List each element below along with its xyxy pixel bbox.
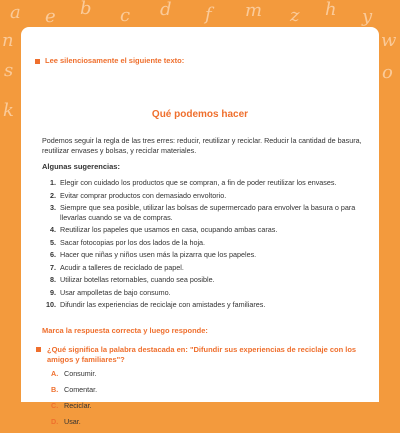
list-item [42,250,364,260]
item-number: 6. [50,250,56,259]
item-number: 4. [50,225,56,234]
page-title: Qué podemos hacer [151,109,249,120]
list-item [42,263,364,273]
option-text: Reciclar. [64,401,92,410]
item-text: Evitar comprar productos con demasiado envoltorio. [60,190,227,200]
item-text: Hacer que niñas y niños usen más la pizarra que los papeles. [60,250,257,259]
square-bullet-icon [36,347,41,352]
item-number: 3. [50,203,56,212]
reading-instruction-text: Lee silenciosamente el siguiente texto: [45,56,185,65]
option-letter: B. [51,385,59,394]
list-item [42,300,364,310]
suggestions-list [42,178,364,313]
item-text: Difundir las experiencias de reciclaje con amistades y familiares. [60,300,266,309]
option-text: Comentar. [64,385,98,394]
item-number: 5. [50,237,56,247]
item-text: Acudir a talleres de reciclado de papel. [60,262,184,272]
answer-prompt: Marca la respuesta correcta y luego responde: [42,326,208,335]
answer-option-d[interactable] [51,417,97,427]
item-number: 10. [46,300,56,309]
list-item [42,178,364,188]
question-text: ¿Qué significa la palabra destacada en: "Difundir sus experiencias de reciclaje con los amigos y familiares"? [47,345,357,364]
question [36,345,366,364]
item-number: 1. [50,178,56,187]
item-text: Utilizar botellas retornables, cuando sea posible. [60,275,215,284]
intro-paragraph: Podemos seguir la regla de las tres erres: reducir, reutilizar y reciclar. Reducir la cantidad de basura, reutilizar envases y bolsas, y reciclar materiales. [42,136,362,155]
item-text: Siempre que sea posible, utilizar las bolsas de supermercado para envolver la basura o para llevarlas cuando se va de compras. [60,203,356,222]
item-number: 8. [50,275,56,284]
answer-option-b[interactable] [51,385,97,395]
option-letter: A. [51,369,59,378]
list-item [42,238,364,248]
item-text: Elegir con cuidado los productos que se compran, a fin de poder reutilizar los envases. [60,178,337,187]
list-item [42,275,364,285]
item-number: 9. [50,287,56,297]
item-text: Reutilizar los papeles que usamos en casa, ocupando ambas caras. [60,225,278,234]
list-item [42,225,364,235]
worksheet [21,27,379,426]
answer-options [51,369,97,433]
decorative-letter-background: a e b c d f m z h y n s k w o [2,0,397,121]
square-bullet-icon [35,59,40,64]
option-text: Consumir. [64,369,97,378]
list-item [42,288,364,298]
list-item [42,191,364,201]
item-text: Sacar fotocopias por los dos lados de la hoja. [60,237,206,247]
reading-instruction [35,56,184,65]
answer-option-c[interactable] [51,401,97,411]
option-letter: C. [51,401,59,410]
item-text: Usar ampolletas de bajo consumo. [60,287,171,297]
option-letter: D. [51,417,59,426]
item-number: 2. [50,190,56,200]
list-item [42,203,364,222]
answer-option-a[interactable] [51,369,97,379]
option-text: Usar. [64,417,81,426]
item-number: 7. [50,262,56,272]
suggestions-heading: Algunas sugerencias: [42,162,120,171]
